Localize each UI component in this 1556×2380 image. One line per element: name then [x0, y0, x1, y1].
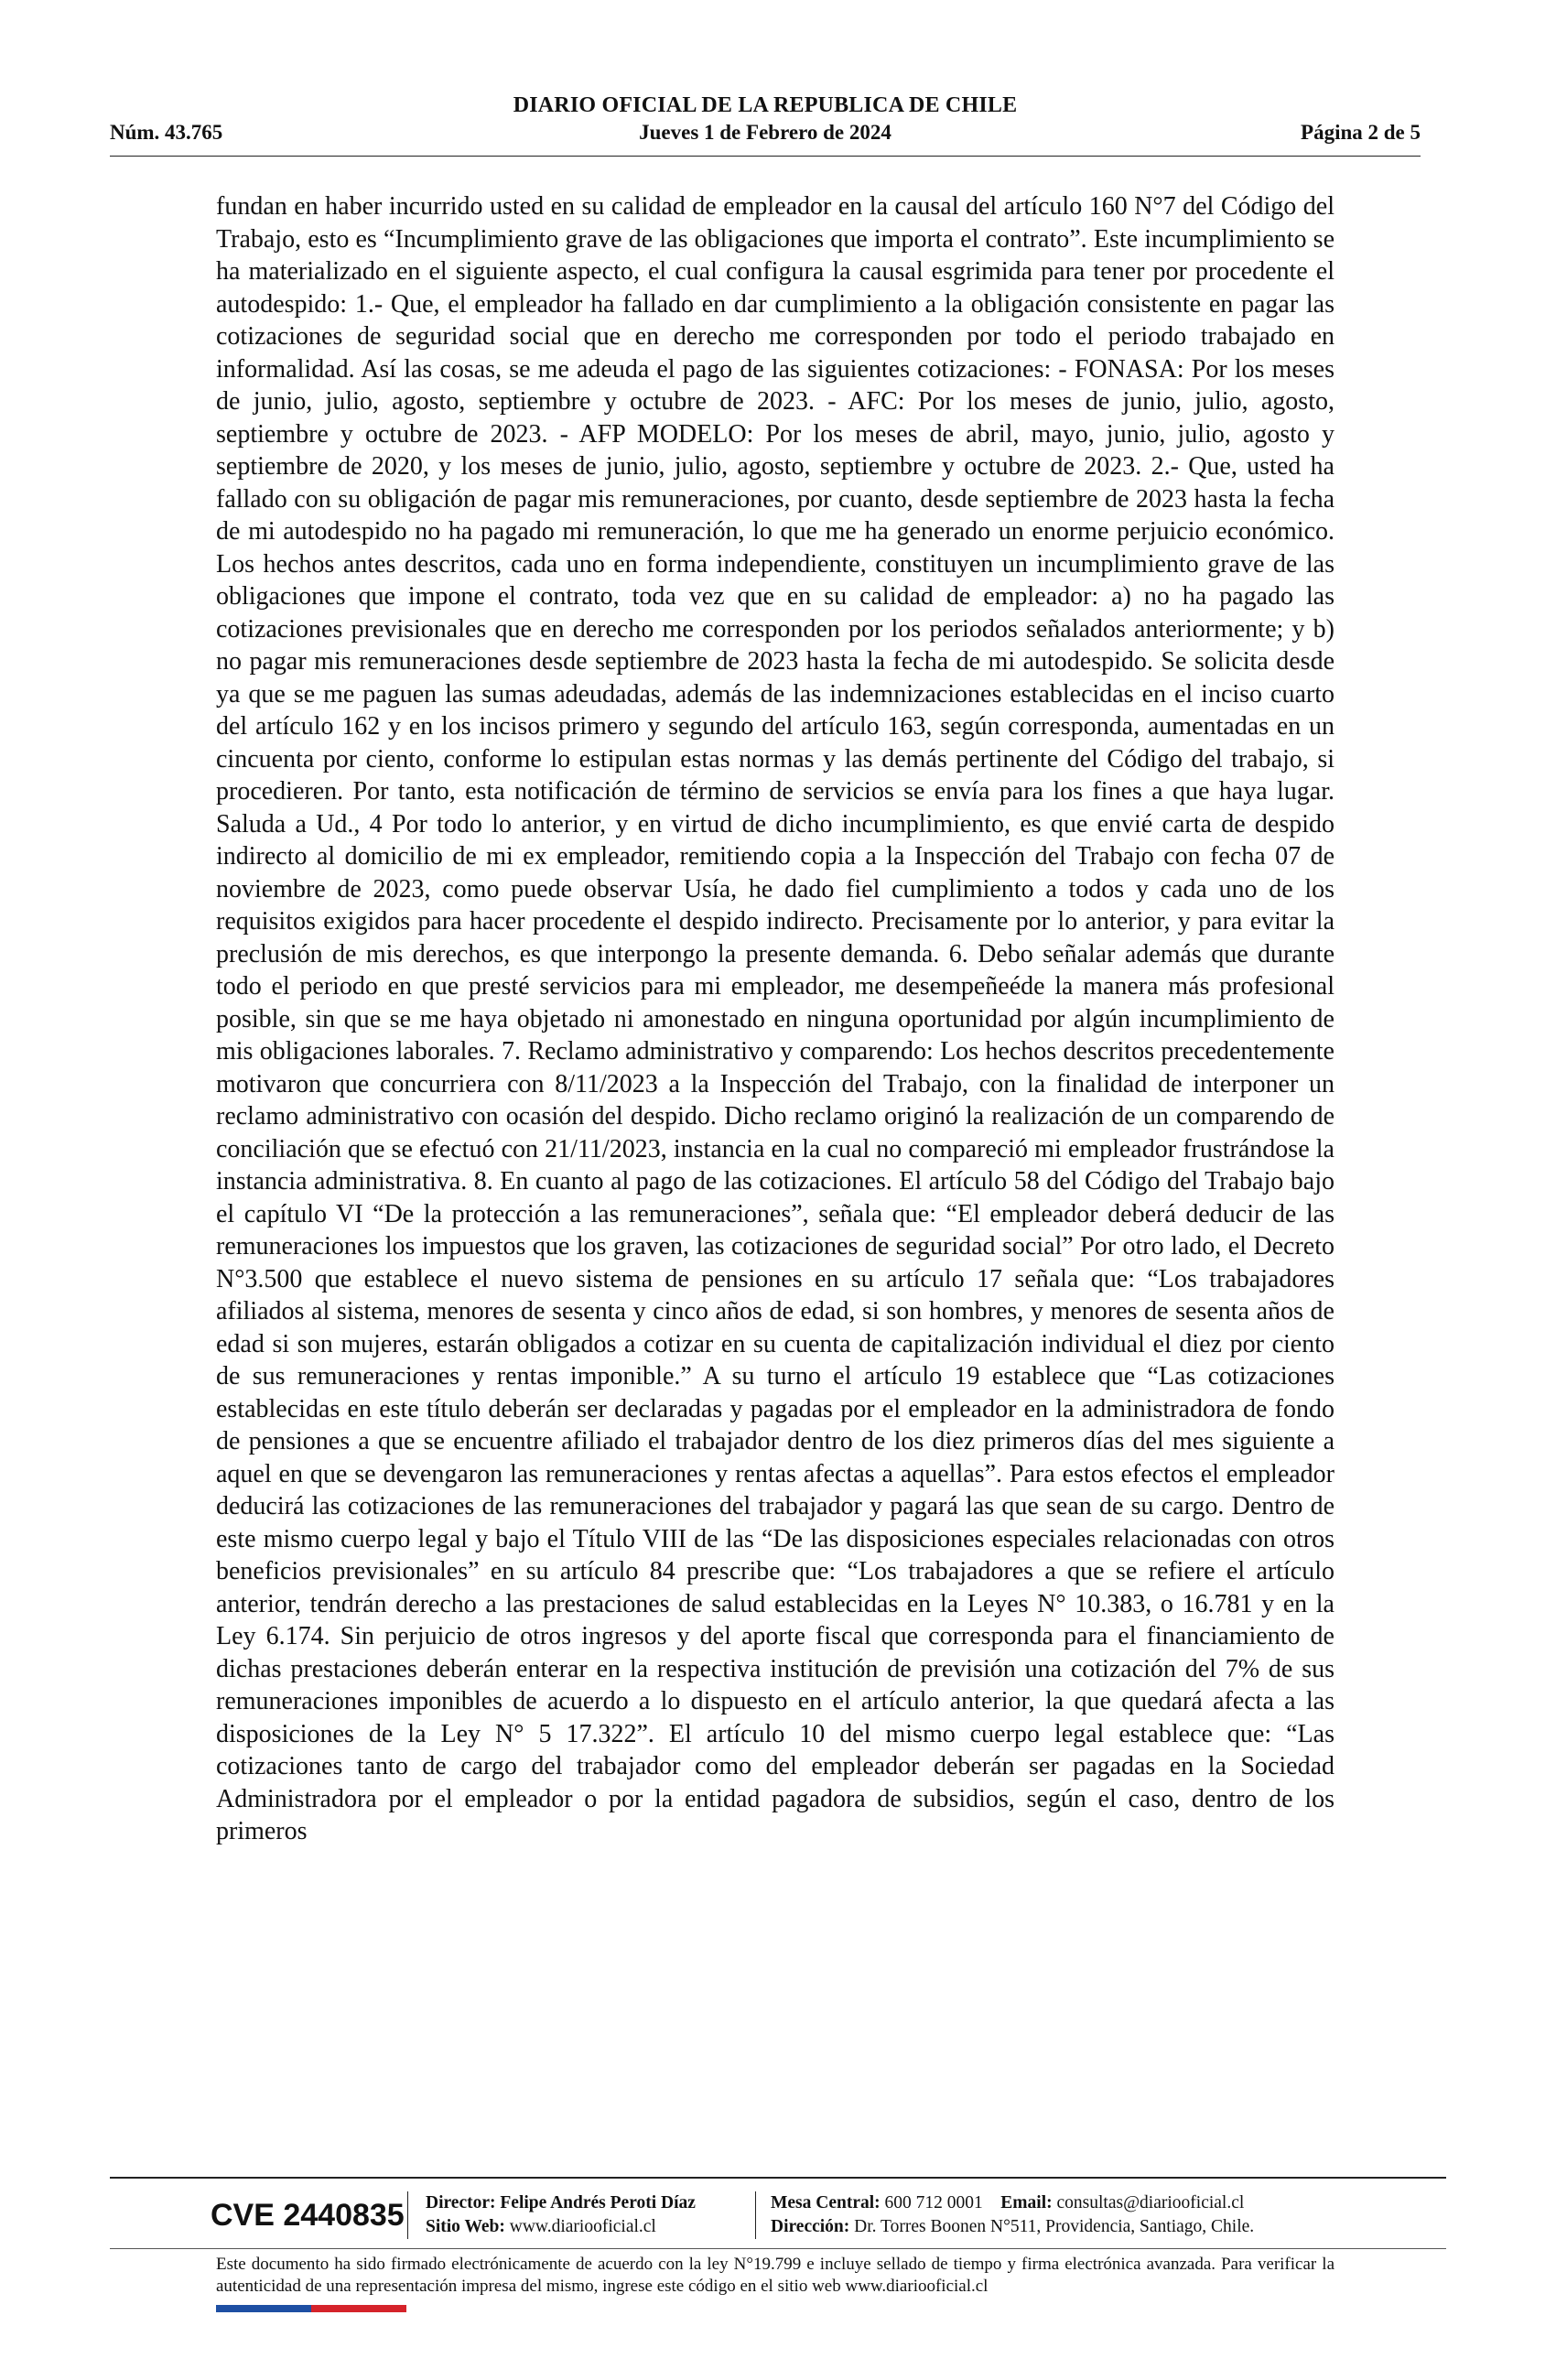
- website-link[interactable]: www.diariooficial.cl: [509, 2217, 656, 2236]
- footer-divider-bottom: [110, 2248, 1446, 2249]
- footer-separator: [755, 2191, 756, 2239]
- footer-separator: [407, 2191, 408, 2239]
- page-footer: [110, 2188, 1446, 2245]
- issue-number: Núm. 43.765: [110, 121, 223, 144]
- header-divider: [110, 156, 1421, 157]
- cve-code: CVE 2440835: [211, 2198, 405, 2233]
- flag-red-segment: [311, 2305, 406, 2312]
- email-label: Email:: [1000, 2193, 1053, 2212]
- footer-director-block: [426, 2191, 696, 2239]
- page-number: Página 2 de 5: [1301, 121, 1421, 144]
- phone-label: Mesa Central:: [771, 2193, 881, 2212]
- email-link[interactable]: consultas@diariooficial.cl: [1056, 2193, 1245, 2212]
- footer-contact-block: [771, 2191, 1254, 2239]
- newspaper-title: DIARIO OFICIAL DE LA REPUBLICA DE CHILE: [513, 93, 1018, 117]
- footer-divider: [110, 2177, 1446, 2179]
- header-row: [110, 121, 1421, 145]
- flag-blue-segment: [216, 2305, 311, 2312]
- website-label: Sitio Web:: [426, 2217, 505, 2236]
- phone-number: 600 712 0001: [884, 2193, 983, 2212]
- signature-disclaimer: Este documento ha sido firmado electrónicamente de acuerdo con la ley N°19.799 e incluye sellado de tiempo y firma electrónica avanzada. Para verificar la autenticidad de una representación impresa del mismo, ingrese este código en el sitio web www.diariooficial.cl: [216, 2255, 1334, 2296]
- body-paragraph: fundan en haber incurrido usted en su calidad de empleador en la causal del artículo 160 N°7 del Código del Trabajo, esto es “Incumplimiento grave de las obligaciones que importa el contrato”. Este incumplimiento se ha materializado en el siguiente aspecto, el cual configura la causal esgrimida para tener por procedente el autodespido: 1.- Que, el empleador ha fallado en dar cumplimiento a la obligación consistente en pagar las cotizaciones de seguridad social que en derecho me corresponden por todo el periodo trabajado en informalidad. Así las cosas, se me adeuda el pago de las siguientes cotizaciones: - FONASA: Por los meses de junio, julio, agosto, septiembre y octubre de 2023. - AFC: Por los meses de junio, julio, agosto, septiembre y octubre de 2023. - AFP MODELO: Por los meses de abril, mayo, junio, julio, agosto y septiembre de 2020, y los meses de junio, julio, agosto, septiembre y octubre de 2023. 2.- Que, usted ha fallado con su obligación de pagar mis remuneraciones, por cuanto, desde septiembre de 2023 hasta la fecha de mi autodespido no ha pagado mi remuneración, lo que me ha generado un enorme perjuicio económico. Los hechos antes descritos, cada uno en forma independiente, constituyen un incumplimiento grave de las obligaciones que impone el contrato, toda vez que en su calidad de empleador: a) no ha pagado las cotizaciones previsionales que en derecho me corresponden por los periodos señalados anteriormente; y b) no pagar mis remuneraciones desde septiembre de 2023 hasta la fecha de mi autodespido. Se solicita desde ya que se me paguen las sumas adeudadas, además de las indemnizaciones establecidas en el inciso cuarto del artículo 162 y en los incisos primero y segundo del artículo 163, según corresponda, aumentadas en un cincuenta por ciento, conforme lo estipulan estas normas y las demás pertinente del Código del trabajo, si procedieren. Por tanto, esta notificación de término de servicios se envía para los fines a que haya lugar. Saluda a Ud., 4 Por todo lo anterior, y en virtud de dicho incumplimiento, es que envié carta de despido indirecto al domicilio de mi ex empleador, remitiendo copia a la Inspección del Trabajo con fecha 07 de noviembre de 2023, como puede observar Usía, he dado fiel cumplimiento a todos y cada uno de los requisitos exigidos para hacer procedente el despido indirecto. Precisamente por lo anterior, y para evitar la preclusión de mis derechos, es que interpongo la presente demanda. 6. Debo señalar además que durante todo el periodo en que presté servicios para mi empleador, me desempeñeéde la manera más profesional posible, sin que se me haya objetado ni amonestado en ninguna oportunidad por algún incumplimiento de mis obligaciones laborales. 7. Reclamo administrativo y comparendo: Los hechos descritos precedentemente motivaron que concurriera con 8/11/2023 a la Inspección del Trabajo, con la finalidad de interponer un reclamo administrativo con ocasión del despido. Dicho reclamo originó la realización de un comparendo de conciliación que se efectuó con 21/11/2023, instancia en la cual no compareció mi empleador frustrándose la instancia administrativa. 8. En cuanto al pago de las cotizaciones. El artículo 58 del Código del Trabajo bajo el capítulo VI “De la protección a las remuneraciones”, señala que: “El empleador deberá deducir de las remuneraciones los impuestos que los graven, las cotizaciones de seguridad social” Por otro lado, el Decreto N°3.500 que establece el nuevo sistema de pensiones en su artículo 17 señala que: “Los trabajadores afiliados al sistema, menores de sesenta y cinco años de edad, si son hombres, y menores de sesenta años de edad si son mujeres, estarán obligados a cotizar en su cuenta de capitalización individual el diez por ciento de sus remuneraciones y rentas imponible.” A su turno el artículo 19 establece que “Las cotizaciones establecidas en este título deberán ser declaradas y pagadas por el empleador en la administradora de fondo de pensiones a que se encuentre afiliado el trabajador dentro de los diez primeros días del mes siguiente a aquel en que se devengaron las remuneraciones y rentas afectas a aquellas”. Para estos efectos el empleador deducirá las cotizaciones de las remuneraciones del trabajador y pagará las que sean de su cargo. Dentro de este mismo cuerpo legal y bajo el Título VIII de las “De las disposiciones especiales relacionadas con otros beneficios previsionales” en su artículo 84 prescribe que: “Los trabajadores a que se refiere el artículo anterior, tendrán derecho a las prestaciones de salud establecidas en la Leyes N° 10.383, o 16.781 y en la Ley 6.174. Sin perjuicio de otros ingresos y del aporte fiscal que corresponda para el financiamiento de dichas prestaciones deberán enterar en la respectiva institución de previsión una cotización del 7% de sus remuneraciones imponibles de acuerdo a lo dispuesto en el artículo anterior, la que quedará afecta a las disposiciones de la Ley N° 5 17.322”. El artículo 10 del mismo cuerpo legal establece que: “Las cotizaciones tanto de cargo del trabajador como del empleador deberán ser pagadas en la Sociedad Administradora por el empleador o por la entidad pagadora de subsidios, según el caso, dentro de los primeros: [216, 192, 1334, 1845]
- director-label: Director:: [426, 2193, 496, 2212]
- page-header: [110, 93, 1421, 148]
- address-text: Dr. Torres Boonen N°511, Providencia, Santiago, Chile.: [854, 2217, 1255, 2236]
- address-label: Dirección:: [771, 2217, 850, 2236]
- director-name: Felipe Andrés Peroti Díaz: [500, 2193, 696, 2212]
- issue-date: Jueves 1 de Febrero de 2024: [639, 121, 891, 144]
- chile-flag-bar: [216, 2305, 406, 2312]
